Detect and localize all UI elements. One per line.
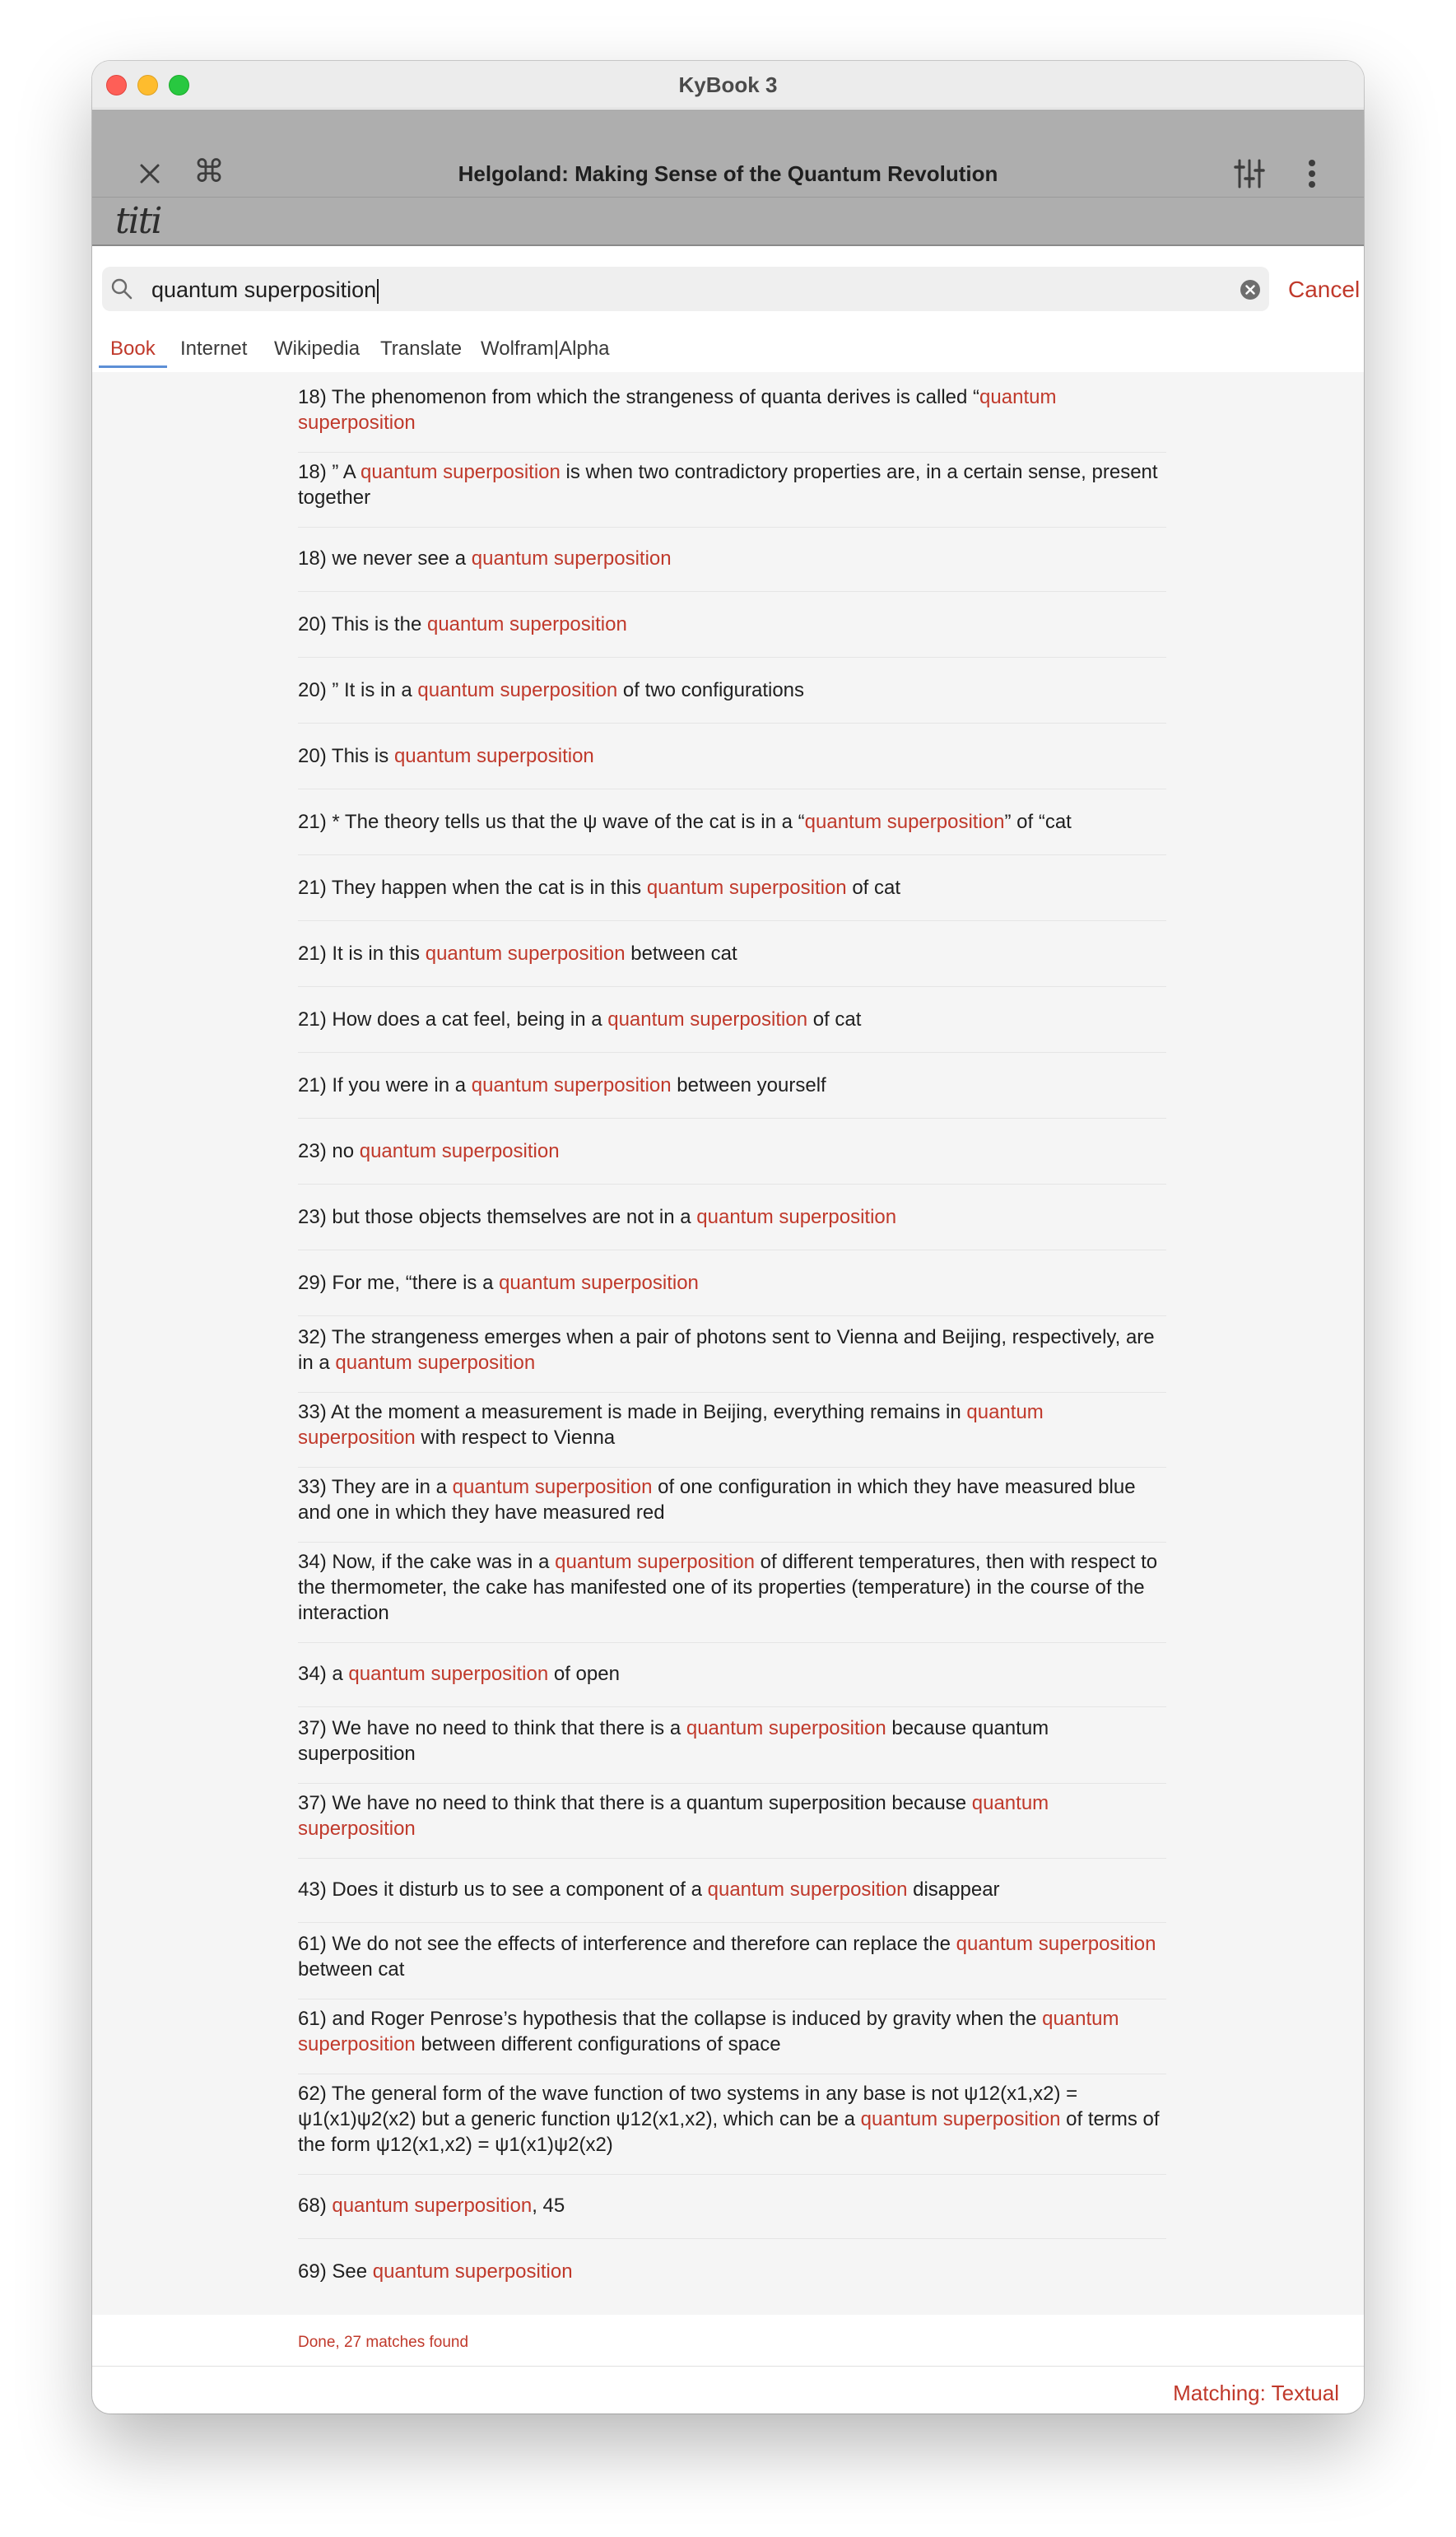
tab-book[interactable]: Book xyxy=(99,333,167,368)
search-field[interactable] xyxy=(102,267,1269,311)
search-input[interactable] xyxy=(151,277,379,304)
result-item[interactable]: 18) The phenomenon from which the strangeness of quanta derives is called “quantum superposition xyxy=(298,384,1166,453)
result-item[interactable]: 34) a quantum superposition of open xyxy=(298,1650,1166,1707)
command-icon[interactable]: ⌘ xyxy=(193,155,225,189)
search-query: quantum superposition xyxy=(151,277,377,302)
close-icon[interactable] xyxy=(132,156,168,192)
result-item[interactable]: 68) quantum superposition, 45 xyxy=(298,2181,1166,2239)
result-item[interactable]: 37) We have no need to think that there is a quantum superposition because quantum superposition xyxy=(298,1790,1166,1859)
result-item[interactable]: 18) ” A quantum superposition is when two contradictory properties are, in a certain sense, present together xyxy=(298,459,1166,528)
clear-search-icon[interactable] xyxy=(1240,279,1261,300)
search-results-panel xyxy=(92,372,1364,2315)
cancel-button[interactable]: Cancel xyxy=(1288,277,1361,302)
result-item[interactable]: 21) If you were in a quantum superposition between yourself xyxy=(298,1061,1166,1119)
matching-mode-button[interactable]: Matching: Textual xyxy=(1173,2381,1339,2405)
result-item[interactable]: 61) and Roger Penrose’s hypothesis that the collapse is induced by gravity when the quantum superposition between different configurations of space xyxy=(298,2006,1166,2074)
result-item[interactable]: 34) Now, if the cake was in a quantum superposition of different temperatures, then with respect to the thermometer, the cake has manifested one of its properties (temperature) in the course of the interaction xyxy=(298,1549,1166,1643)
result-item[interactable]: 33) At the moment a measurement is made in Beijing, everything remains in quantum superposition with respect to Vienna xyxy=(298,1399,1166,1468)
result-item[interactable]: 29) For me, “there is a quantum superposition xyxy=(298,1259,1166,1316)
result-item[interactable]: 20) This is the quantum superposition xyxy=(298,600,1166,658)
result-item[interactable]: 37) We have no need to think that there is a quantum superposition because quantum superposition xyxy=(298,1715,1166,1784)
tab-wikipedia[interactable]: Wikipedia xyxy=(274,337,361,360)
result-item[interactable]: 69) See quantum superposition xyxy=(298,2260,573,2283)
result-item[interactable]: 21) * The theory tells us that the ψ wave of the cat is in a “quantum superposition” of “cat xyxy=(298,798,1166,855)
result-item[interactable]: 21) How does a cat feel, being in a quantum superposition of cat xyxy=(298,995,1166,1053)
tab-internet[interactable]: Internet xyxy=(180,337,248,360)
tab-translate[interactable]: Translate xyxy=(380,337,463,360)
more-options-icon[interactable] xyxy=(1294,156,1330,192)
footer-divider xyxy=(92,2366,1364,2367)
result-item[interactable]: 21) They happen when the cat is in this quantum superposition of cat xyxy=(298,864,1166,921)
result-item[interactable]: 61) We do not see the effects of interference and therefore can replace the quantum superposition between cat xyxy=(298,1931,1166,1999)
result-item[interactable]: 18) we never see a quantum superposition xyxy=(298,534,1166,592)
window-title: KyBook 3 xyxy=(678,72,778,97)
result-item[interactable]: 23) no quantum superposition xyxy=(298,1127,1166,1185)
toolbar-divider xyxy=(92,197,1364,198)
result-item[interactable]: 32) The strangeness emerges when a pair of photons sent to Vienna and Beijing, respectively, are in a quantum superposition xyxy=(298,1324,1166,1393)
result-item[interactable]: 62) The general form of the wave function of two systems in any base is not ψ12(x1,x2) = ψ1(x1)ψ2(x2) but a generic function ψ12(x1,x2), which can be a quantum superposition of terms of the form ψ12(x1,x2) = ψ1(x1)ψ2(x2) xyxy=(298,2081,1166,2175)
result-item[interactable]: 20) ” It is in a quantum superposition of two configurations xyxy=(298,666,1166,724)
app-logo: titi xyxy=(115,200,161,242)
result-item[interactable]: 23) but those objects themselves are not in a quantum superposition xyxy=(298,1193,1166,1250)
result-item[interactable]: 43) Does it disturb us to see a component of a quantum superposition disappear xyxy=(298,1865,1166,1923)
search-icon xyxy=(110,277,133,300)
result-item[interactable]: 20) This is quantum superposition xyxy=(298,732,1166,789)
reader-toolbar xyxy=(92,109,1364,246)
tab-wolfram-alpha[interactable]: Wolfram|Alpha xyxy=(481,337,610,360)
text-caret xyxy=(377,279,379,304)
result-item[interactable]: 21) It is in this quantum superposition between cat xyxy=(298,929,1166,987)
title-bar xyxy=(92,61,1364,109)
book-title: Helgoland: Making Sense of the Quantum Revolution xyxy=(458,161,998,186)
app-window xyxy=(92,61,1364,2414)
sliders-icon[interactable] xyxy=(1231,156,1268,192)
search-status: Done, 27 matches found xyxy=(298,2334,469,2351)
result-item[interactable]: 33) They are in a quantum superposition of one configuration in which they have measured blue and one in which they have measured red xyxy=(298,1474,1166,1543)
